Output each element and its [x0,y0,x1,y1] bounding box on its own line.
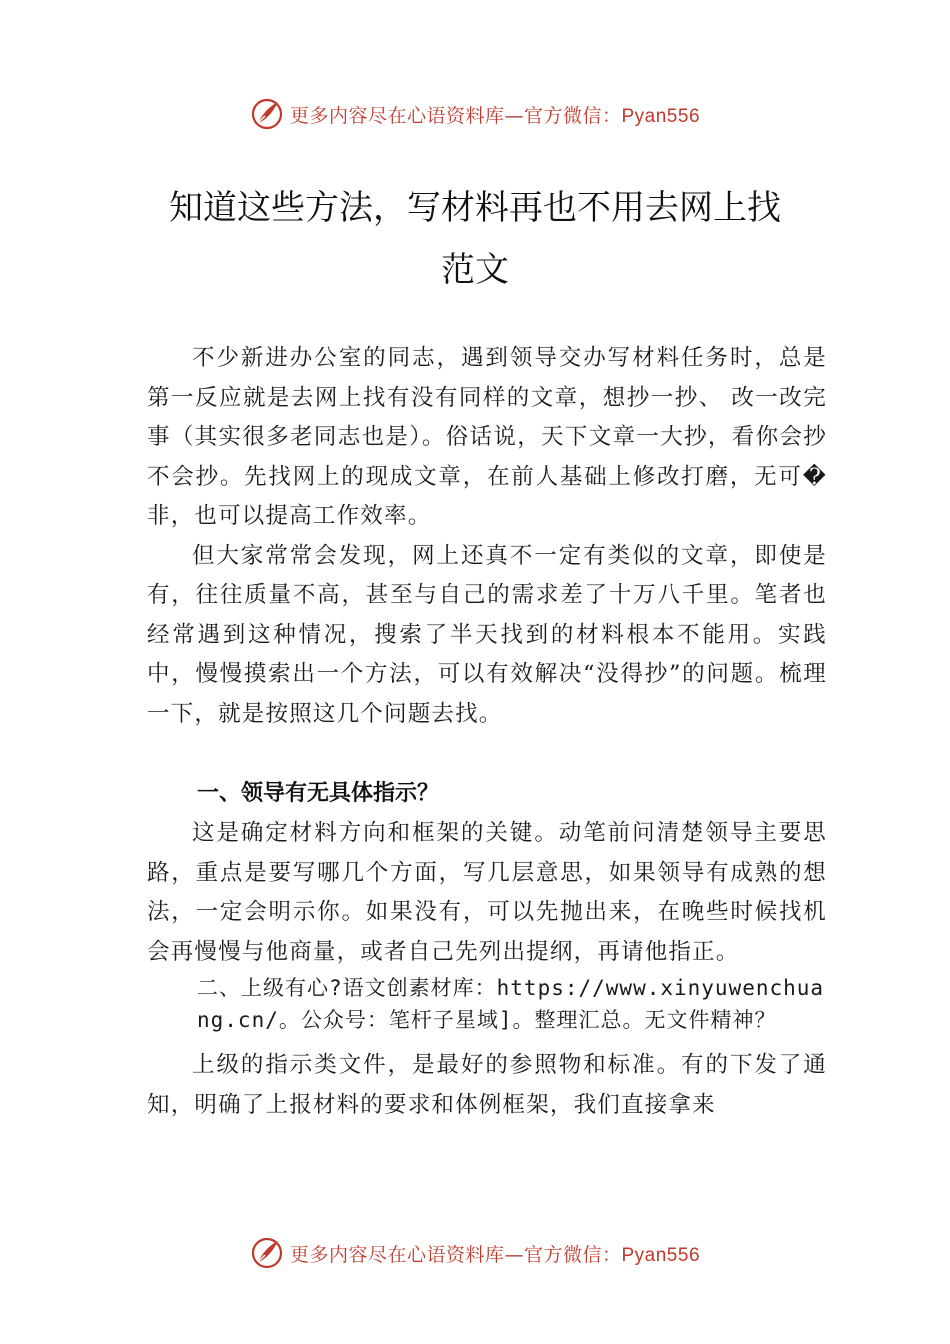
document-body [147,339,827,1125]
watermark-text: 更多内容尽在心语资料库—官方微信：Pyan556 [289,104,701,127]
section-heading-1: 一、领导有无具体指示？ [197,781,440,806]
footer-watermark [0,1233,950,1273]
document-title-line-2: 范文 [441,250,509,290]
paragraph-1: 不少新进办公室的同志，遇到领导交办写材料任务时，总是第一反应就是去网上找有没有同样的文章，想抄一抄、 改一改完事（其实很多老同志也是）。俗话说，天下文章一大抄，看你会抄不会抄。先找网上的现成文章，在前人基础上修改打磨，无可�非，也可以提高工作效率。 [147,345,827,529]
paragraph-3: 这是确定材料方向和框架的关键。动笔前问清楚领导主要思路，重点是要写哪几个方面，写几层意思，如果领导有成熟的想法，一定会明示你。如果没有，可以先抛出来，在晚些时候找机会再慢慢与他商量，或者自己先列出提纲，再请他指正。 [147,820,827,965]
watermark-text: 更多内容尽在心语资料库—官方微信：Pyan556 [289,1243,701,1266]
document-title-line-1: 知道这些方法，写材料再也不用去网上找 [169,188,781,228]
quill-logo-icon [250,1236,284,1270]
section-heading-2: 二、上级有心?语文创素材库：https://www.xinyuwenchuang.cn/。公众号：笔杆子星域]。整理汇总。无文件精神？ [197,976,825,1032]
paragraph-4: 上级的指示类文件，是最好的参照物和标准。有的下发了通知，明确了上报材料的要求和体例框架，我们直接拿来 [147,1052,827,1118]
section-spacer [147,734,827,774]
quill-logo-icon [250,97,284,131]
header-watermark [0,94,950,134]
paragraph-2: 但大家常常会发现，网上还真不一定有类似的文章，即使是有，往往质量不高，甚至与自己的需求差了十万八千里。笔者也经常遇到这种情况，搜索了半天找到的材料根本不能用。实践中，慢慢摸索出一个方法，可以有效解决“没得抄”的问题。梳理一下，就是按照这几个问题去找。 [147,542,827,727]
